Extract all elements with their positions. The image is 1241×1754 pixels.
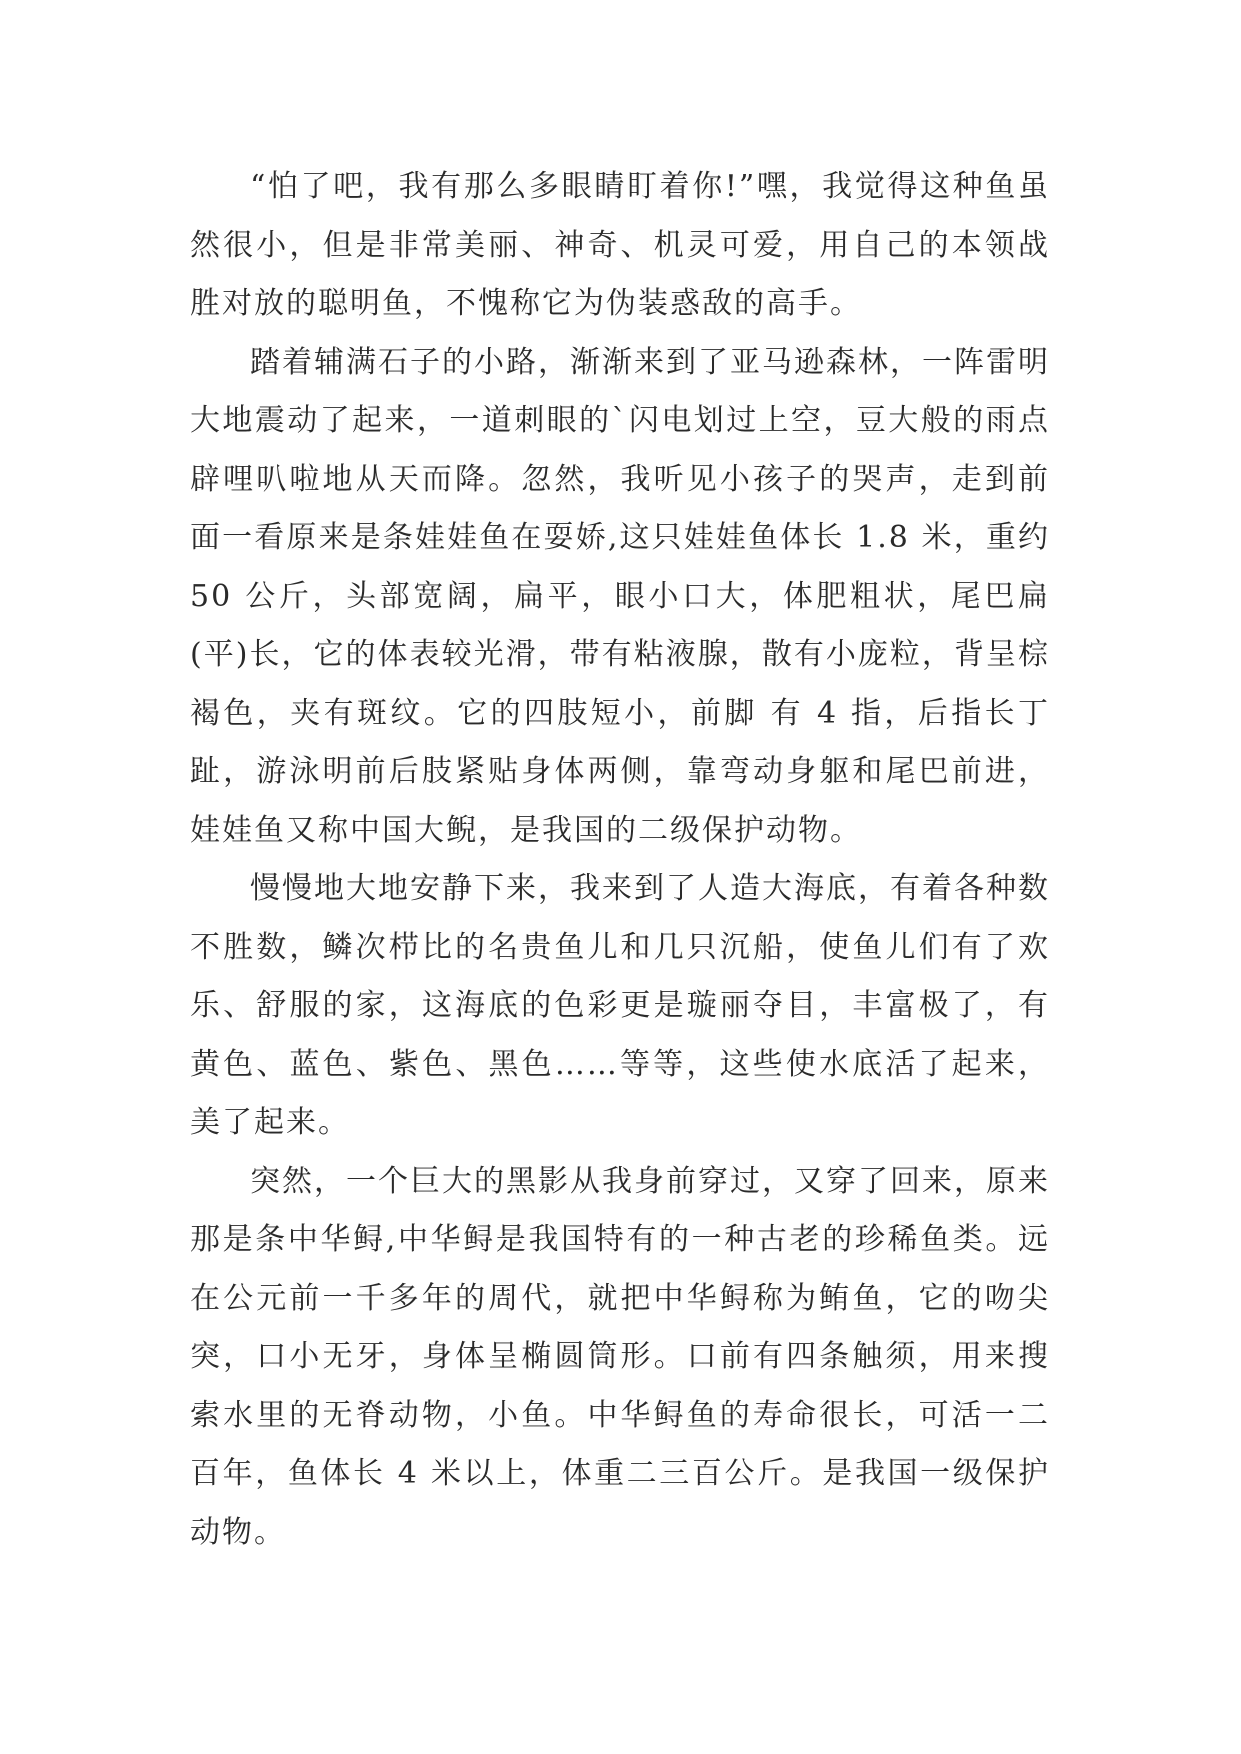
document-body xyxy=(190,158,1050,1562)
paragraph-1: “怕了吧，我有那么多眼睛盯着你!”嘿，我觉得这种鱼虽然很小，但是非常美丽、神奇、机灵可爱，用自己的本领战胜对放的聪明鱼，不愧称它为伪装惑敌的高手。 xyxy=(190,169,1050,321)
paragraph-2: 踏着辅满石子的小路，渐渐来到了亚马逊森林，一阵雷明大地震动了起来，一道刺眼的`闪电划过上空，豆大般的雨点辟哩叭啦地从天而降。忽然，我听见小孩子的哭声，走到前面一看原来是条娃娃鱼在耍娇,这只娃娃鱼体长 1.8 米，重约 50 公斤，头部宽阔，扁平，眼小口大，体肥粗状，尾巴扁(平)长，它的体表较光滑，带有粘液腺，散有小庞粒，背呈棕褐色，夹有斑纹。它的四肢短小，前脚 有 4 指，后指长丁趾，游泳明前后肢紧贴身体两侧，靠弯动身躯和尾巴前进，娃娃鱼又称中国大鲵，是我国的二级保护动物。 xyxy=(190,344,1050,848)
paragraph-3: 慢慢地大地安静下来，我来到了人造大海底，有着各种数不胜数，鳞次栉比的名贵鱼儿和几只沉船，使鱼儿们有了欢乐、舒服的家，这海底的色彩更是璇丽夺目，丰富极了，有黄色、蓝色、紫色、黑色……等等，这些使水底活了起来，美了起来。 xyxy=(190,871,1050,1140)
paragraph-4: 突然，一个巨大的黑影从我身前穿过，又穿了回来，原来那是条中华鲟,中华鲟是我国特有的一种古老的珍稀鱼类。远在公元前一千多年的周代，就把中华鲟称为鲔鱼，它的吻尖突，口小无牙，身体呈椭圆筒形。口前有四条触须，用来搜索水里的无脊动物，小鱼。中华鲟鱼的寿命很长，可活一二百年，鱼体长 4 米以上，体重二三百公斤。是我国一级保护动物。 xyxy=(190,1163,1050,1550)
